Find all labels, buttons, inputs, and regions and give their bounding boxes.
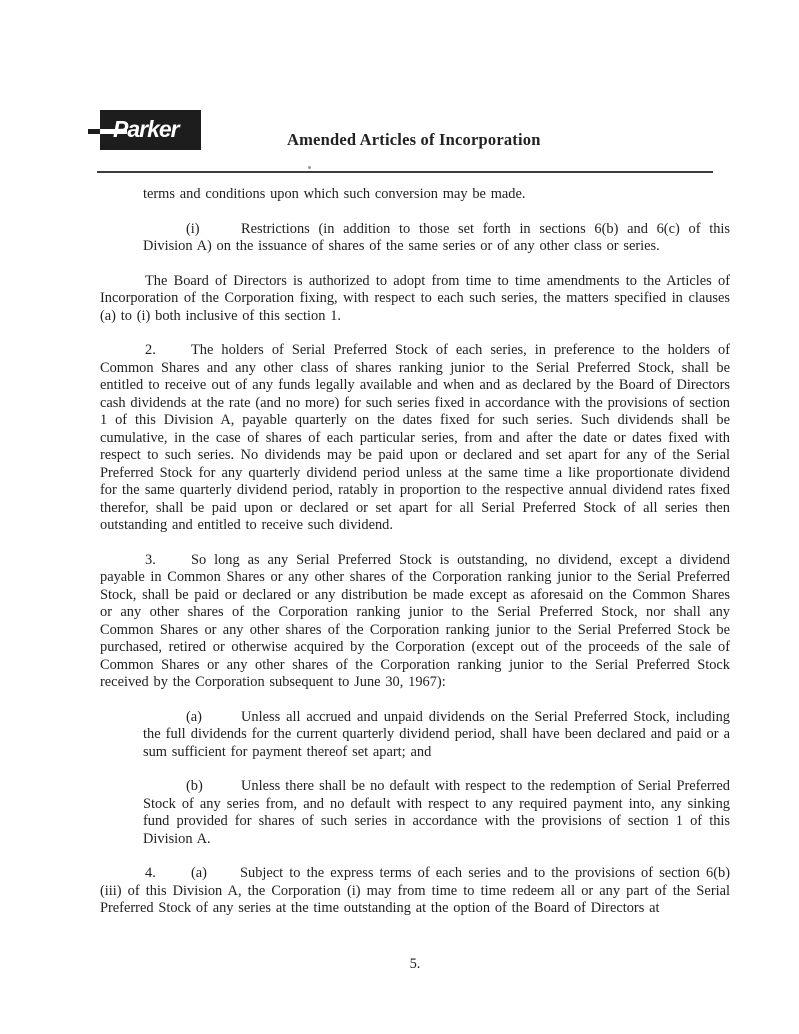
section-2-text: The holders of Serial Preferred Stock of each series, in preference to the holders of Common Shares and any other class of shares ranking junior to the Serial Preferred Stock, shall be entitled to receive out of any funds legally available and when and as declared by the Board of Directors cash dividends at the rate (and no more) for such series fixed in accordance with the provisions of section 1 of this Division A, payable quarterly on the dates fixed for such series. Such dividends shall be cumulative, in the case of shares of each particular series, from and after the date or dates fixed with respect to such series. No dividends may be paid upon or declared and set apart for any of the Serial Preferred Stock for any quarterly dividend period unless at the same time a like proportionate dividend for the same quarterly dividend period, ratably in proportion to the respective annual dividend rates fixed therefor, shall be paid upon or declared or set apart for all Serial Preferred Stock of all series then outstanding and entitled to receive such dividend.: [100, 342, 730, 533]
clause-i-label: (i): [186, 220, 200, 237]
clause-b-label: (b): [186, 778, 203, 794]
paragraph-section-3: [100, 552, 730, 692]
section-3-text: So long as any Serial Preferred Stock is outstanding, no dividend, except a dividend payable in Common Shares or any other shares of the Corporation ranking junior to the Serial Preferred Stock, shall be paid or declared or any distribution be made except as aforesaid on the Common Shares or any other shares of the Corporation ranking junior to the Serial Preferred Stock, nor shall any Common Shares or any other shares of the Corporation ranking junior to the Serial Preferred Stock be purchased, retired or otherwise acquired by the Corporation (except out of the proceeds of the sale of Common Shares or any other shares of the Corporation ranking junior to the Serial Preferred Stock received by the Corporation subsequent to June 30, 1967):: [100, 551, 730, 690]
paragraph-clause-i: [143, 221, 730, 256]
section-3-label: 3.: [145, 551, 156, 568]
page-number: 5.: [409, 956, 421, 972]
logo-stripe-tail: [88, 129, 100, 134]
clause-i-text: Restrictions (in addition to those set forth in sections 6(b) and 6(c) of this Division A) on the issuance of shares of the same series or of any other class or series.: [143, 220, 730, 254]
section-4-sublabel: (a): [191, 865, 207, 881]
parker-logo: [88, 110, 218, 150]
paragraph-section-2: [100, 342, 730, 535]
section-4-label: 4.: [145, 865, 156, 881]
paragraph-clause-a: [143, 709, 730, 762]
continuation-text: terms and conditions upon which such conversion may be made.: [143, 186, 526, 202]
paragraph-clause-b: [143, 778, 730, 848]
paragraph-continuation: [143, 186, 730, 204]
board-text: The Board of Directors is authorized to adopt from time to time amendments to the Articles of Incorporation of the Corporation fixing, with respect to each such series, the matters specified in clauses (a) to (i) both inclusive of this section 1.: [100, 272, 730, 324]
clause-a-text: Unless all accrued and unpaid dividends on the Serial Preferred Stock, including the full dividends for the current quarterly dividend period, shall have been declared and paid or a sum sufficient for payment thereof set apart; and: [143, 708, 730, 760]
scan-artifact-dot: [308, 166, 311, 169]
document-title: Amended Articles of Incorporation: [287, 130, 541, 149]
section-2-label: 2.: [145, 342, 156, 358]
document-body: [100, 186, 730, 935]
paragraph-board: [100, 273, 730, 326]
clause-b-text: Unless there shall be no default with respect to the redemption of Serial Preferred Stock of any series from, and no default with respect to any required payment into, any sinking fund provided for shares of such series in accordance with the provisions of section 1 of this Division A.: [143, 778, 730, 847]
logo-wordmark: Parker: [113, 116, 179, 142]
clause-a-label: (a): [186, 708, 202, 725]
header-divider: [97, 171, 713, 173]
paragraph-section-4: [100, 865, 730, 918]
section-4-text: Subject to the express terms of each series and to the provisions of section 6(b)(iii) of this Division A, the Corporation (i) may from time to time redeem all or any part of the Serial Preferred Stock of any series at the time outstanding at the option of the Board of Directors at: [100, 865, 730, 916]
logo-black-field: [100, 110, 201, 150]
